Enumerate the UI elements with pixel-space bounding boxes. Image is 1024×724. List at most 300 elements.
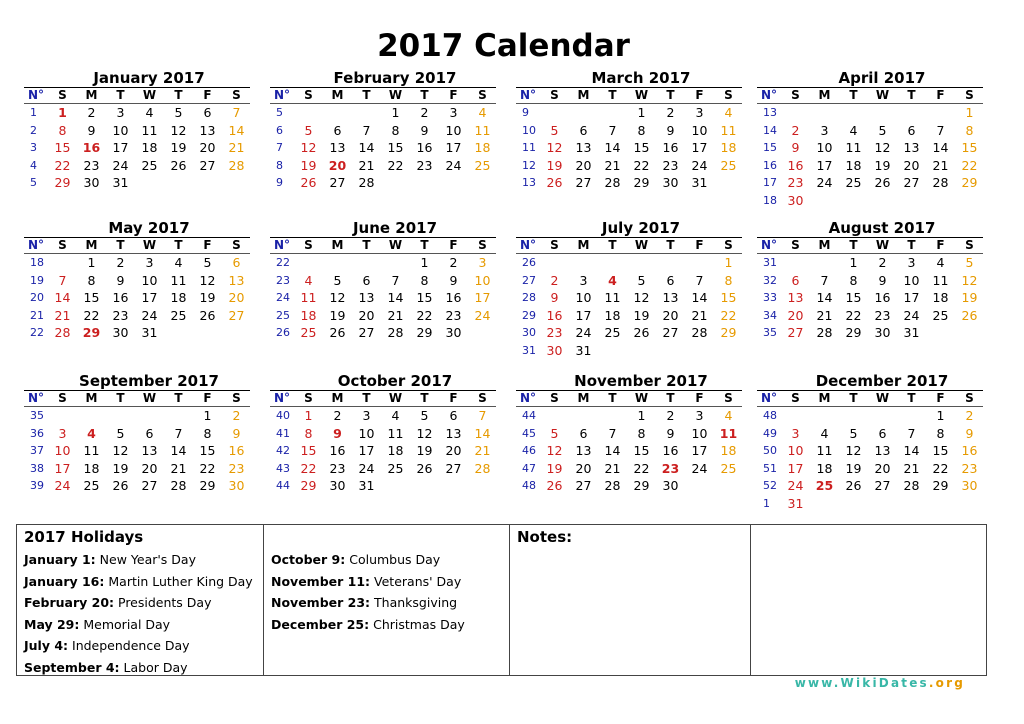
day-cell: 25 bbox=[474, 157, 491, 173]
day-cell: 24 bbox=[141, 307, 158, 323]
day-cell: 21 bbox=[358, 157, 375, 173]
site-main: www.WikiDates bbox=[794, 676, 929, 690]
empty-cell bbox=[810, 407, 839, 425]
day-cell: 24 bbox=[903, 307, 920, 323]
day-cell: 7 bbox=[362, 122, 371, 138]
day-cell: 21 bbox=[691, 307, 708, 323]
day-cell: 17 bbox=[445, 140, 462, 155]
day-cell: 4 bbox=[478, 105, 487, 120]
empty-cell bbox=[164, 174, 193, 192]
day-cell: 15 bbox=[720, 290, 737, 305]
weekday-header bbox=[270, 390, 496, 407]
day-cell: 10 bbox=[575, 290, 592, 305]
day-cell: 26 bbox=[961, 307, 978, 323]
week-number: 14 bbox=[763, 123, 777, 137]
weekday-label: F bbox=[449, 88, 458, 102]
holiday-date: January 1: bbox=[24, 552, 96, 567]
week-number: 38 bbox=[30, 461, 44, 475]
empty-cell bbox=[48, 254, 77, 272]
notes-column-extra bbox=[751, 525, 986, 675]
day-cell: 17 bbox=[691, 443, 708, 458]
empty-cell bbox=[598, 342, 627, 360]
weekday-label: T bbox=[174, 391, 183, 405]
day-cell: 22 bbox=[199, 460, 216, 476]
day-cell: 16 bbox=[874, 290, 891, 305]
day-cell: 26 bbox=[633, 325, 650, 340]
empty-cell bbox=[897, 495, 926, 513]
day-cell: 16 bbox=[546, 307, 563, 323]
holiday-name: Christmas Day bbox=[373, 616, 465, 632]
day-cell: 13 bbox=[874, 443, 891, 458]
day-cell: 14 bbox=[387, 290, 404, 305]
day-cell: 2 bbox=[87, 105, 96, 120]
day-cell: 13 bbox=[228, 272, 245, 288]
day-cell: 11 bbox=[474, 122, 491, 138]
day-cell: 9 bbox=[116, 272, 125, 288]
day-cell: 1 bbox=[391, 105, 400, 120]
week-number: 21 bbox=[30, 308, 44, 322]
week-number: 10 bbox=[522, 123, 536, 137]
weekday-label: M bbox=[818, 238, 831, 252]
day-cell: 6 bbox=[579, 425, 588, 441]
weekday-label: W bbox=[142, 88, 157, 102]
day-cell: 23 bbox=[445, 307, 462, 323]
day-cell: 26 bbox=[845, 478, 862, 493]
day-cell: 18 bbox=[604, 307, 621, 323]
day-cell: 28 bbox=[170, 478, 187, 493]
holidays-column-right bbox=[264, 525, 510, 675]
day-cell: 20 bbox=[874, 460, 891, 476]
weekday-label: S bbox=[232, 238, 241, 252]
day-cell: 27 bbox=[903, 175, 920, 190]
weekday-label: S bbox=[965, 238, 974, 252]
day-cell: 8 bbox=[304, 425, 313, 441]
day-cell: 8 bbox=[58, 122, 67, 138]
day-cell: 16 bbox=[82, 140, 101, 155]
day-cell: 3 bbox=[449, 105, 458, 120]
day-cell: 17 bbox=[112, 140, 129, 155]
holiday-date: May 29: bbox=[24, 616, 80, 632]
day-cell: 2 bbox=[333, 408, 342, 423]
day-cell: 28 bbox=[604, 175, 621, 190]
weekday-label: S bbox=[965, 88, 974, 102]
holiday-name: Memorial Day bbox=[83, 616, 171, 632]
day-cell: 22 bbox=[720, 307, 737, 323]
site-link[interactable] bbox=[795, 676, 965, 690]
holiday-item bbox=[271, 614, 509, 636]
day-cell: 27 bbox=[787, 325, 804, 340]
week-number: 8 bbox=[276, 158, 283, 172]
holiday-item bbox=[271, 571, 509, 593]
day-cell: 4 bbox=[724, 105, 733, 120]
week-number-header: N° bbox=[27, 88, 45, 102]
holidays-title: 2017 Holidays bbox=[24, 528, 144, 546]
day-grid bbox=[24, 407, 250, 495]
empty-cell bbox=[439, 477, 468, 495]
day-cell: 20 bbox=[445, 443, 462, 458]
weekday-label: T bbox=[907, 88, 916, 102]
day-cell: 1 bbox=[849, 255, 858, 270]
day-cell: 14 bbox=[816, 290, 833, 305]
weekday-label: T bbox=[420, 391, 429, 405]
day-cell: 8 bbox=[87, 272, 96, 288]
month-title: May 2017 bbox=[108, 219, 190, 237]
day-cell: 10 bbox=[816, 140, 833, 155]
weekday-label: S bbox=[550, 88, 559, 102]
day-cell: 28 bbox=[228, 157, 245, 173]
holiday-item bbox=[271, 592, 509, 614]
month-title: February 2017 bbox=[333, 69, 457, 87]
day-cell: 18 bbox=[932, 290, 949, 305]
day-cell: 26 bbox=[170, 157, 187, 173]
day-cell: 4 bbox=[391, 408, 400, 423]
empty-cell bbox=[135, 174, 164, 192]
weekday-label: W bbox=[142, 391, 157, 405]
day-cell: 10 bbox=[474, 272, 491, 288]
empty-cell bbox=[839, 192, 868, 210]
day-cell: 30 bbox=[83, 175, 100, 190]
empty-cell bbox=[926, 495, 955, 513]
empty-cell bbox=[868, 407, 897, 425]
weekday-label: T bbox=[849, 238, 858, 252]
day-cell: 31 bbox=[112, 175, 129, 190]
weekday-label: F bbox=[449, 391, 458, 405]
week-number: 33 bbox=[763, 291, 777, 304]
day-cell: 12 bbox=[416, 425, 433, 441]
weekday-label: T bbox=[362, 391, 371, 405]
day-cell: 10 bbox=[358, 425, 375, 441]
day-cell: 10 bbox=[787, 443, 804, 458]
weekday-header bbox=[270, 87, 496, 104]
empty-cell bbox=[381, 174, 410, 192]
day-cell: 17 bbox=[816, 157, 833, 173]
day-cell: 25 bbox=[387, 460, 404, 476]
day-cell: 26 bbox=[112, 478, 129, 493]
day-cell: 31 bbox=[691, 175, 708, 190]
day-cell: 6 bbox=[333, 122, 342, 138]
week-number: 24 bbox=[276, 291, 290, 304]
day-cell: 3 bbox=[820, 122, 829, 138]
weekday-label: F bbox=[936, 391, 945, 405]
day-cell: 9 bbox=[791, 140, 800, 155]
day-cell: 28 bbox=[358, 175, 375, 190]
day-cell: 4 bbox=[145, 105, 154, 120]
week-number: 26 bbox=[276, 326, 290, 339]
day-cell: 21 bbox=[387, 307, 404, 323]
day-cell: 14 bbox=[54, 290, 71, 305]
day-cell: 14 bbox=[604, 443, 621, 458]
empty-cell bbox=[540, 104, 569, 122]
day-cell: 5 bbox=[849, 425, 858, 441]
month-11 bbox=[516, 372, 742, 495]
day-cell: 25 bbox=[83, 478, 100, 493]
day-cell: 10 bbox=[445, 122, 462, 138]
day-cell: 8 bbox=[637, 122, 646, 138]
day-cell: 5 bbox=[333, 272, 342, 288]
day-cell: 30 bbox=[329, 478, 346, 493]
empty-cell bbox=[781, 254, 810, 272]
day-cell: 2 bbox=[878, 255, 887, 270]
day-cell: 20 bbox=[575, 460, 592, 476]
weekday-label: S bbox=[724, 88, 733, 102]
day-cell: 1 bbox=[965, 105, 974, 120]
day-cell: 11 bbox=[83, 443, 100, 458]
day-cell: 5 bbox=[550, 122, 559, 138]
empty-cell bbox=[77, 407, 106, 425]
day-cell: 4 bbox=[608, 272, 617, 288]
day-cell: 13 bbox=[141, 443, 158, 458]
month-title: January 2017 bbox=[93, 69, 205, 87]
empty-cell bbox=[410, 174, 439, 192]
month-5 bbox=[24, 219, 250, 342]
month-8 bbox=[757, 219, 983, 342]
month-title: March 2017 bbox=[591, 69, 691, 87]
week-number: 13 bbox=[522, 176, 536, 189]
day-cell: 22 bbox=[83, 307, 100, 323]
day-cell: 28 bbox=[691, 325, 708, 340]
empty-cell bbox=[48, 407, 77, 425]
day-cell: 29 bbox=[416, 325, 433, 340]
day-cell: 31 bbox=[787, 495, 804, 511]
weekday-label: S bbox=[232, 88, 241, 102]
notes-title: Notes: bbox=[517, 528, 573, 546]
day-cell: 1 bbox=[58, 105, 67, 120]
day-cell: 12 bbox=[300, 140, 317, 155]
week-number: 27 bbox=[522, 273, 536, 287]
week-number-header: N° bbox=[760, 88, 778, 102]
weekday-header bbox=[516, 390, 742, 407]
day-cell: 28 bbox=[903, 478, 920, 493]
day-cell: 25 bbox=[845, 175, 862, 190]
weekday-label: W bbox=[388, 391, 403, 405]
day-cell: 5 bbox=[304, 122, 313, 138]
holiday-date: November 23: bbox=[271, 595, 371, 610]
day-cell: 8 bbox=[965, 122, 974, 138]
weekday-label: S bbox=[724, 391, 733, 405]
weekday-label: M bbox=[577, 391, 590, 405]
day-cell: 4 bbox=[820, 425, 829, 441]
empty-cell bbox=[468, 477, 497, 495]
day-cell: 11 bbox=[932, 272, 949, 288]
empty-cell bbox=[323, 254, 352, 272]
day-cell: 30 bbox=[112, 325, 129, 340]
empty-cell bbox=[839, 407, 868, 425]
week-number-header: N° bbox=[760, 238, 778, 252]
day-cell: 29 bbox=[633, 478, 650, 493]
weekday-header bbox=[270, 237, 496, 254]
weekday-label: S bbox=[304, 88, 313, 102]
day-cell: 7 bbox=[232, 105, 241, 120]
day-cell: 26 bbox=[300, 175, 317, 190]
day-cell: 12 bbox=[961, 272, 978, 288]
weekday-label: F bbox=[203, 88, 212, 102]
empty-cell bbox=[222, 324, 251, 342]
holiday-date: December 25: bbox=[271, 616, 370, 632]
weekday-label: T bbox=[608, 391, 617, 405]
day-cell: 2 bbox=[420, 105, 429, 120]
day-cell: 23 bbox=[787, 175, 804, 190]
day-cell: 12 bbox=[546, 443, 563, 458]
weekday-label: S bbox=[304, 238, 313, 252]
day-cell: 19 bbox=[170, 140, 187, 155]
day-cell: 16 bbox=[445, 290, 462, 305]
week-number: 43 bbox=[276, 461, 290, 475]
day-cell: 4 bbox=[849, 122, 858, 138]
day-cell: 8 bbox=[391, 122, 400, 138]
empty-cell bbox=[569, 104, 598, 122]
day-cell: 21 bbox=[54, 307, 71, 323]
day-cell: 2 bbox=[965, 408, 974, 423]
day-cell: 12 bbox=[546, 140, 563, 155]
day-cell: 19 bbox=[546, 157, 563, 173]
day-cell: 1 bbox=[87, 255, 96, 270]
day-cell: 26 bbox=[199, 307, 216, 323]
day-cell: 29 bbox=[54, 175, 71, 190]
weekday-label: M bbox=[85, 391, 98, 405]
empty-cell bbox=[323, 104, 352, 122]
info-panel bbox=[16, 524, 987, 676]
day-cell: 1 bbox=[304, 408, 313, 423]
weekday-label: T bbox=[420, 238, 429, 252]
week-number: 23 bbox=[276, 273, 290, 287]
day-cell: 13 bbox=[445, 425, 462, 441]
day-cell: 30 bbox=[662, 478, 679, 493]
day-cell: 16 bbox=[662, 140, 679, 155]
week-number: 37 bbox=[30, 444, 44, 457]
empty-cell bbox=[955, 495, 984, 513]
weekday-label: S bbox=[58, 238, 67, 252]
month-10 bbox=[270, 372, 496, 495]
day-cell: 9 bbox=[87, 122, 96, 138]
week-number: 31 bbox=[522, 343, 536, 357]
day-cell: 24 bbox=[787, 478, 804, 493]
day-cell: 25 bbox=[720, 157, 737, 173]
day-cell: 11 bbox=[720, 122, 737, 138]
weekday-label: T bbox=[849, 88, 858, 102]
empty-cell bbox=[926, 104, 955, 122]
day-cell: 18 bbox=[720, 140, 737, 155]
day-cell: 31 bbox=[575, 342, 592, 358]
day-cell: 24 bbox=[474, 307, 491, 323]
day-cell: 23 bbox=[661, 460, 680, 476]
weekday-label: M bbox=[818, 88, 831, 102]
weekday-label: S bbox=[965, 391, 974, 405]
day-cell: 15 bbox=[300, 443, 317, 458]
empty-cell bbox=[135, 407, 164, 425]
empty-cell bbox=[193, 324, 222, 342]
empty-cell bbox=[868, 104, 897, 122]
day-cell: 17 bbox=[575, 307, 592, 323]
weekday-label: T bbox=[849, 391, 858, 405]
empty-cell bbox=[627, 254, 656, 272]
weekday-label: W bbox=[388, 88, 403, 102]
day-cell: 24 bbox=[112, 157, 129, 173]
day-cell: 13 bbox=[903, 140, 920, 155]
day-cell: 23 bbox=[112, 307, 129, 323]
day-cell: 23 bbox=[662, 157, 679, 173]
day-cell: 30 bbox=[662, 175, 679, 190]
week-number: 18 bbox=[30, 256, 44, 269]
weekday-label: S bbox=[58, 391, 67, 405]
empty-cell bbox=[294, 104, 323, 122]
day-cell: 29 bbox=[961, 175, 978, 190]
day-cell: 24 bbox=[575, 325, 592, 340]
week-number-header: N° bbox=[273, 391, 291, 405]
weekday-label: W bbox=[634, 391, 649, 405]
day-cell: 29 bbox=[720, 325, 737, 340]
day-cell: 14 bbox=[691, 290, 708, 305]
empty-cell bbox=[781, 407, 810, 425]
day-cell: 1 bbox=[637, 408, 646, 423]
week-number: 19 bbox=[30, 273, 44, 287]
day-grid bbox=[270, 407, 496, 495]
week-number: 12 bbox=[522, 158, 536, 172]
day-cell: 17 bbox=[141, 290, 158, 305]
holiday-item bbox=[24, 592, 263, 614]
week-number: 11 bbox=[522, 141, 536, 154]
day-cell: 8 bbox=[420, 272, 429, 288]
empty-cell bbox=[569, 407, 598, 425]
day-cell: 22 bbox=[416, 307, 433, 323]
day-cell: 28 bbox=[474, 460, 491, 476]
day-cell: 30 bbox=[874, 325, 891, 340]
day-cell: 9 bbox=[666, 122, 675, 138]
day-cell: 19 bbox=[300, 157, 317, 173]
day-cell: 19 bbox=[845, 460, 862, 476]
weekday-label: W bbox=[875, 88, 890, 102]
day-cell: 27 bbox=[329, 175, 346, 190]
day-cell: 6 bbox=[203, 105, 212, 120]
day-cell: 3 bbox=[145, 255, 154, 270]
weekday-label: T bbox=[116, 88, 125, 102]
empty-cell bbox=[926, 192, 955, 210]
weekday-header bbox=[516, 87, 742, 104]
weekday-label: T bbox=[420, 88, 429, 102]
day-cell: 11 bbox=[170, 272, 187, 288]
weekday-label: F bbox=[695, 88, 704, 102]
week-number: 40 bbox=[276, 409, 290, 422]
day-cell: 5 bbox=[203, 255, 212, 270]
week-number: 9 bbox=[276, 176, 283, 189]
weekday-label: T bbox=[666, 238, 675, 252]
day-cell: 25 bbox=[170, 307, 187, 323]
weekday-label: T bbox=[362, 88, 371, 102]
day-cell: 11 bbox=[141, 122, 158, 138]
day-cell: 2 bbox=[116, 255, 125, 270]
weekday-label: S bbox=[550, 238, 559, 252]
holiday-item bbox=[24, 614, 263, 636]
day-cell: 19 bbox=[546, 460, 563, 476]
empty-cell bbox=[598, 254, 627, 272]
week-number: 18 bbox=[763, 193, 777, 207]
day-cell: 7 bbox=[174, 425, 183, 441]
empty-cell bbox=[839, 104, 868, 122]
day-cell: 4 bbox=[724, 408, 733, 423]
day-cell: 7 bbox=[820, 272, 829, 288]
day-cell: 27 bbox=[228, 307, 245, 323]
day-cell: 19 bbox=[199, 290, 216, 305]
day-cell: 9 bbox=[666, 425, 675, 441]
day-cell: 22 bbox=[54, 157, 71, 173]
day-cell: 9 bbox=[550, 290, 559, 305]
notes-column bbox=[510, 525, 751, 675]
day-cell: 24 bbox=[358, 460, 375, 476]
day-cell: 27 bbox=[199, 157, 216, 173]
week-number: 49 bbox=[763, 426, 777, 440]
week-number-header: N° bbox=[273, 238, 291, 252]
empty-cell bbox=[685, 342, 714, 360]
day-cell: 12 bbox=[199, 272, 216, 288]
